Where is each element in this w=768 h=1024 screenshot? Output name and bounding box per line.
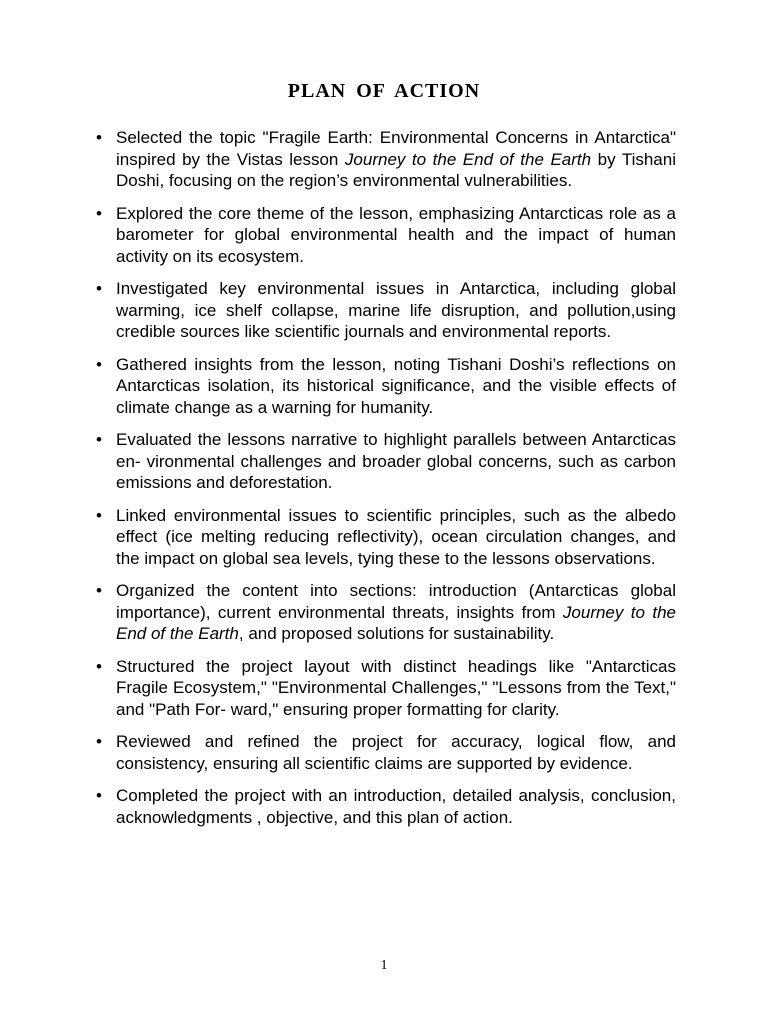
lesson-title-italic: Journey to the End of the Earth [116,602,676,643]
list-item [96,656,676,721]
action-list [96,127,676,839]
list-item [96,731,676,774]
bullet-icon: • [96,505,102,525]
bullet-icon: • [96,656,102,676]
item-text: by Tishani Doshi, focusing on the region’s environmental vulnerabilities. [116,149,676,190]
page-title: PLAN OF ACTION [287,80,481,102]
item-text: Gathered insights from the lesson, noting Tishani Doshi’s reflections on Antarcticas isolation, its historical significance, and the visible effects of climate change as a warning for humanity. [116,354,676,417]
bullet-icon: • [96,128,102,147]
list-item [96,278,676,343]
list-item [96,429,676,494]
item-text: Completed the project with an introduction, detailed analysis, conclusion, acknowledgments , objective, and this plan of action. [116,786,676,827]
item-text: Investigated key environmental issues in Antarctica, including global warming, ice shelf collapse, marine life disruption, and pollution,using credible sources like scientific journals and environmental reports. [116,279,676,341]
list-item [96,785,676,828]
item-text: Evaluated the lessons narrative to highlight parallels between Antarcticas en- vironmental challenges and broader global concerns, such as carbon emissions and deforestation. [116,430,676,492]
item-text: Explored the core theme of the lesson, emphasizing Antarcticas role as a barometer for global environmental health and the impact of human activity on its ecosystem. [116,203,676,266]
bullet-icon: • [96,581,102,600]
list-item [96,354,676,419]
list-item [96,505,676,570]
list-item [96,127,676,192]
lesson-title-italic: Journey to the End of the Earth [344,149,592,169]
item-text: Linked environmental issues to scientific principles, such as the albedo effect (ice melting reducing reflectivity), ocean circulation changes, and the impact on global sea levels, tying these to the lessons observations. [116,505,676,568]
item-text: Organized the content into sections: introduction (Antarcticas global importance), current environmental threats, insights from [116,581,676,622]
bullet-icon: • [96,430,102,449]
item-text: Structured the project layout with distinct headings like "Antarcticas Fragile Ecosystem," "Environmental Challenges," "Lessons from the Text," and "Path For- ward," ensuring proper formatting for clarity. [116,656,676,719]
page-number: 1 [380,958,388,973]
item-text: Selected the topic "Fragile Earth: Environmental Concerns in Antarctica" inspired by the Vistas lesson [116,128,676,169]
bullet-icon: • [96,732,102,751]
bullet-icon: • [96,203,102,223]
list-item [96,203,676,268]
list-item [96,580,676,645]
bullet-icon: • [96,279,102,298]
item-text: Reviewed and refined the project for accuracy, logical flow, and consistency, ensuring all scientific claims are supported by evidence. [116,732,676,773]
item-text: , and proposed solutions for sustainability. [238,624,555,643]
bullet-icon: • [96,354,102,374]
bullet-icon: • [96,786,102,805]
